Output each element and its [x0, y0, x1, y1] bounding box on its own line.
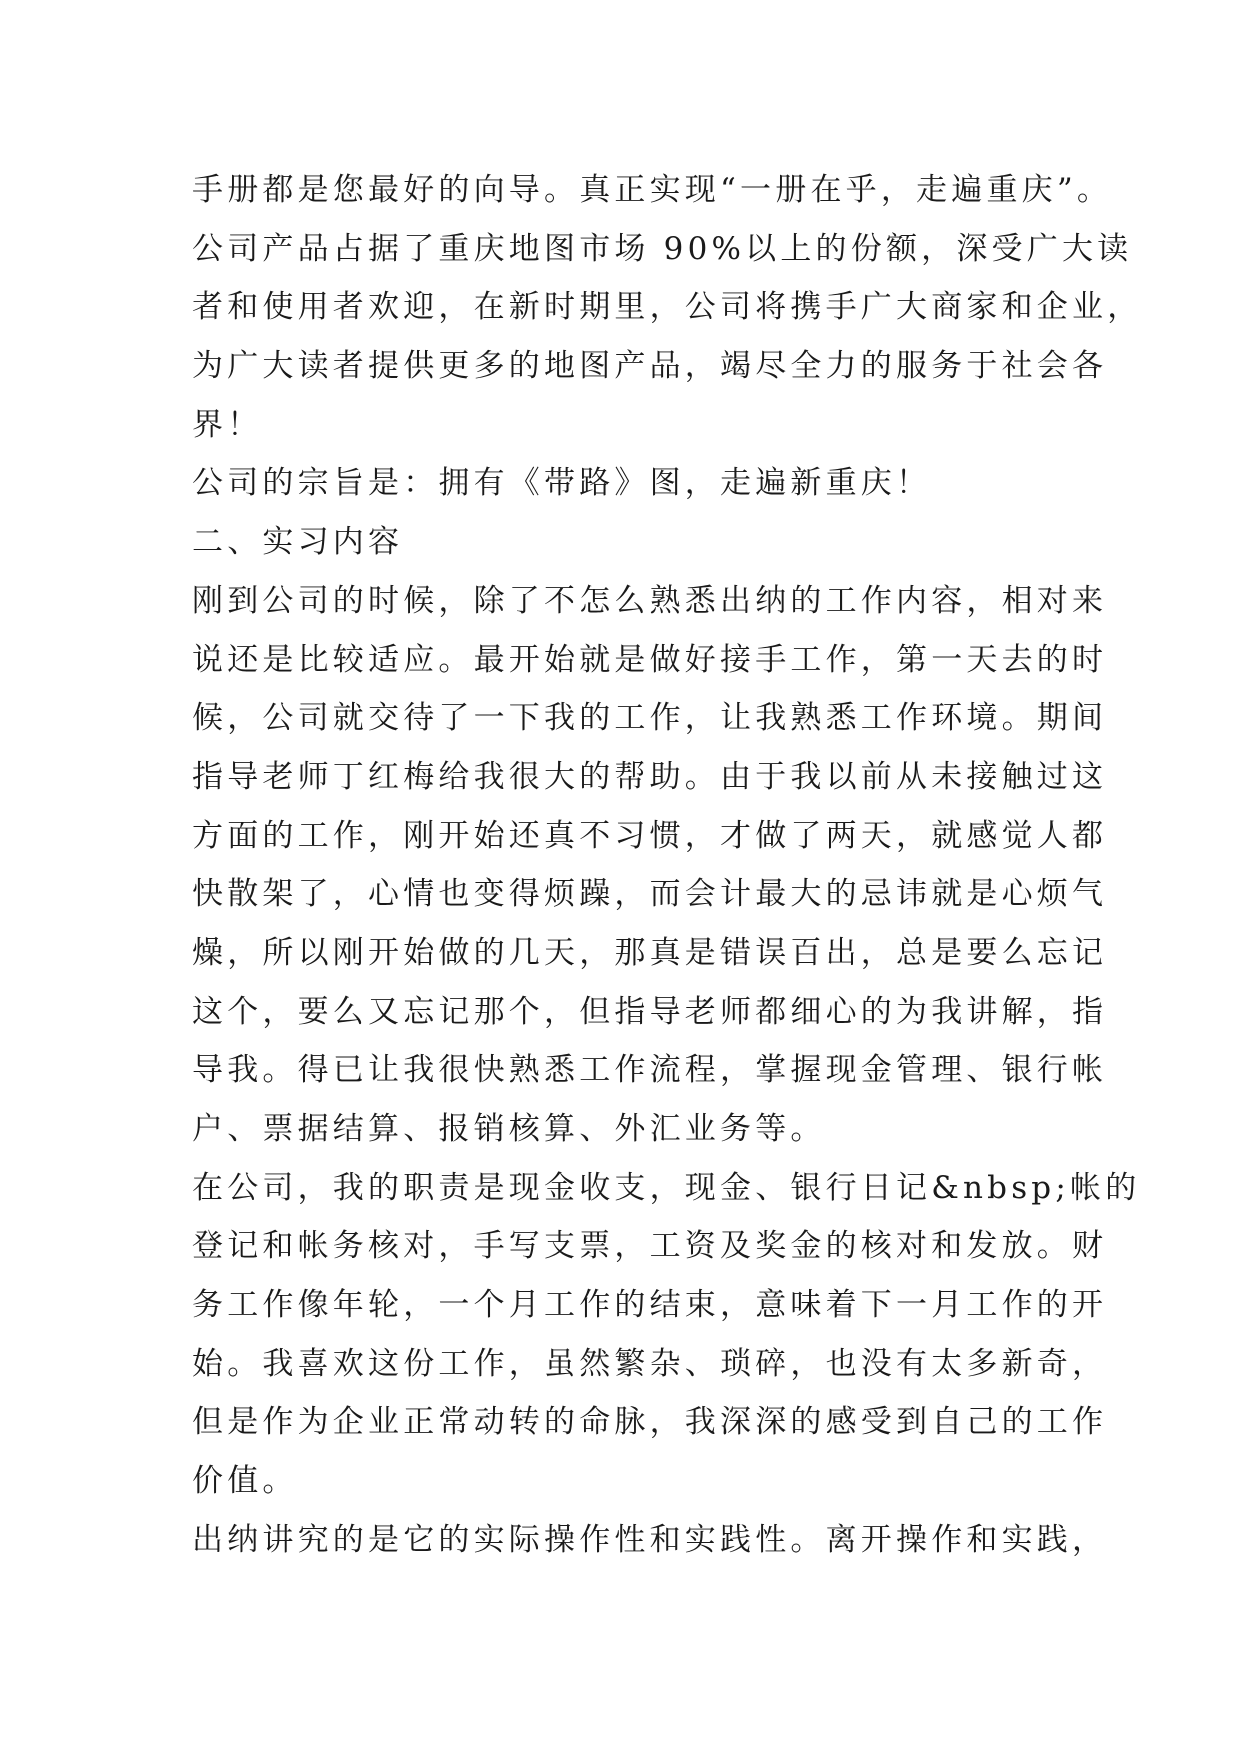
text-line: 户、票据结算、报销核算、外汇业务等。: [192, 1111, 826, 1147]
text-line: 出纳讲究的是它的实际操作性和实践性。离开操作和实践，: [192, 1521, 1108, 1558]
text-line: 务工作像年轮，一个月工作的结束，意味着下一月工作的开: [192, 1287, 1108, 1324]
text-line: 在公司，我的职责是现金收支，现金、银行日记&nbsp;帐的: [192, 1169, 1141, 1206]
text-line: 界！: [192, 406, 263, 443]
text-line: 登记和帐务核对，手写支票，工资及奖金的核对和发放。财: [192, 1228, 1108, 1265]
document-body: [192, 161, 1143, 1570]
text-line: 指导老师丁红梅给我很大的帮助。由于我以前从未接触过这: [192, 758, 1108, 795]
text-line: 但是作为企业正常动转的命脉，我深深的感受到自己的工作: [192, 1404, 1108, 1441]
text-line: 燥，所以刚开始做的几天，那真是错误百出，总是要么忘记: [192, 934, 1108, 971]
text-line: 为广大读者提供更多的地图产品，竭尽全力的服务于社会各: [192, 348, 1108, 385]
text-line: 公司产品占据了重庆地图市场 90%以上的份额，深受广大读: [192, 230, 1133, 267]
text-line: 刚到公司的时候，除了不怎么熟悉出纳的工作内容，相对来: [192, 582, 1108, 619]
text-line: 说还是比较适应。最开始就是做好接手工作，第一天去的时: [192, 641, 1108, 678]
text-line: 候，公司就交待了一下我的工作，让我熟悉工作环境。期间: [192, 700, 1108, 737]
text-line: 这个，要么又忘记那个，但指导老师都细心的为我讲解，指: [192, 993, 1108, 1030]
text-line: 公司的宗旨是：拥有《带路》图，走遍新重庆！: [192, 465, 932, 502]
text-line: 快散架了，心情也变得烦躁，而会计最大的忌讳就是心烦气: [192, 876, 1108, 913]
text-line: 手册都是您最好的向导。真正实现“一册在乎，走遍重庆”。: [192, 172, 1113, 208]
text-line: 者和使用者欢迎，在新时期里，公司将携手广大商家和企业，: [192, 289, 1143, 326]
text-line: 价值。: [192, 1463, 298, 1500]
section-heading: 二、实习内容: [192, 524, 404, 561]
text-line: 始。我喜欢这份工作，虽然繁杂、琐碎，也没有太多新奇，: [192, 1345, 1108, 1382]
text-line: 方面的工作，刚开始还真不习惯，才做了两天，就感觉人都: [192, 817, 1108, 854]
text-line: 导我。得已让我很快熟悉工作流程，掌握现金管理、银行帐: [192, 1052, 1108, 1089]
